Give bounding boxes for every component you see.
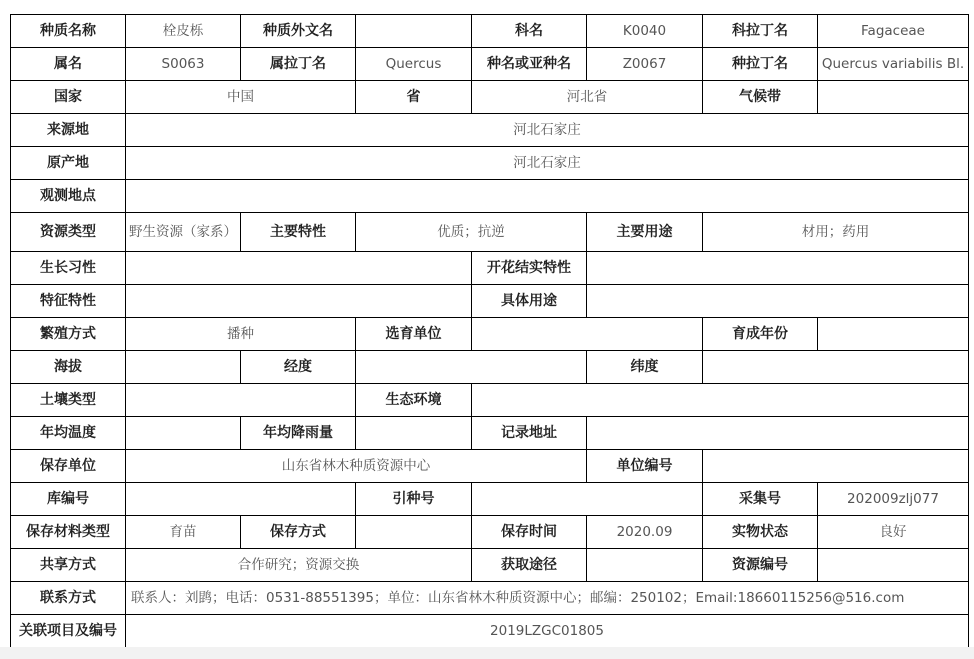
ecology-value [471, 383, 969, 417]
country-label: 国家 [10, 80, 126, 114]
breeding-unit-value [471, 317, 703, 351]
unit-code-label: 单位编号 [586, 449, 703, 483]
climate-zone-label: 气候带 [702, 80, 818, 114]
bank-number-value [125, 482, 356, 516]
avg-rainfall-label: 年均降雨量 [240, 416, 356, 450]
access-route-value [586, 548, 703, 582]
storage-unit-value: 山东省林木种质资源中心 [125, 449, 587, 483]
family-latin-value: Fagaceae [817, 14, 969, 48]
germplasm-name-label: 种质名称 [10, 14, 126, 48]
germplasm-info-table [10, 14, 968, 647]
characteristics-label: 特征特性 [10, 284, 126, 318]
physical-state-label: 实物状态 [702, 515, 818, 549]
genus-value: S0063 [125, 47, 241, 81]
genus-label: 属名 [10, 47, 126, 81]
observation-site-value [125, 179, 969, 213]
genus-latin-value: Quercus [355, 47, 472, 81]
main-traits-value: 优质；抗逆 [355, 212, 587, 252]
sharing-method-label: 共享方式 [10, 548, 126, 582]
storage-method-label: 保存方式 [240, 515, 356, 549]
breeding-year-label: 育成年份 [702, 317, 818, 351]
family-latin-label: 科拉丁名 [702, 14, 818, 48]
species-label: 种名或亚种名 [471, 47, 587, 81]
longitude-value [355, 350, 587, 384]
storage-method-value [355, 515, 472, 549]
family-label: 科名 [471, 14, 587, 48]
altitude-label: 海拔 [10, 350, 126, 384]
species-latin-value: Quercus variabilis Bl. [817, 47, 969, 81]
source-place-value: 河北石家庄 [125, 113, 969, 147]
avg-rainfall-value [355, 416, 472, 450]
source-place-label: 来源地 [10, 113, 126, 147]
province-label: 省 [355, 80, 472, 114]
main-use-value: 材用；药用 [702, 212, 969, 252]
avg-temp-label: 年均温度 [10, 416, 126, 450]
specific-use-label: 具体用途 [471, 284, 587, 318]
altitude-value [125, 350, 241, 384]
species-latin-label: 种拉丁名 [702, 47, 818, 81]
observation-site-label: 观测地点 [10, 179, 126, 213]
latitude-value [702, 350, 969, 384]
main-use-label: 主要用途 [586, 212, 703, 252]
flowering-fruiting-label: 开花结实特性 [471, 251, 587, 285]
province-value: 河北省 [471, 80, 703, 114]
related-project-value: 2019LZGC01805 [125, 614, 969, 648]
resource-number-label: 资源编号 [702, 548, 818, 582]
bank-number-label: 库编号 [10, 482, 126, 516]
growth-habit-value [125, 251, 472, 285]
introduction-number-label: 引种号 [355, 482, 472, 516]
record-address-value [586, 416, 969, 450]
collection-number-label: 采集号 [702, 482, 818, 516]
climate-zone-value [817, 80, 969, 114]
flowering-fruiting-value [586, 251, 969, 285]
genus-latin-label: 属拉丁名 [240, 47, 356, 81]
page-bottom-strip [0, 647, 974, 659]
foreign-name-label: 种质外文名 [240, 14, 356, 48]
soil-type-label: 土壤类型 [10, 383, 126, 417]
storage-time-value: 2020.09 [586, 515, 703, 549]
sharing-method-value: 合作研究；资源交换 [125, 548, 472, 582]
storage-unit-label: 保存单位 [10, 449, 126, 483]
country-value: 中国 [125, 80, 356, 114]
foreign-name-value [355, 14, 472, 48]
propagation-value: 播种 [125, 317, 356, 351]
species-value: Z0067 [586, 47, 703, 81]
record-address-label: 记录地址 [471, 416, 587, 450]
avg-temp-value [125, 416, 241, 450]
ecology-label: 生态环境 [355, 383, 472, 417]
resource-number-value [817, 548, 969, 582]
resource-type-value: 野生资源（家系） [125, 212, 241, 252]
family-value: K0040 [586, 14, 703, 48]
introduction-number-value [471, 482, 703, 516]
material-type-label: 保存材料类型 [10, 515, 126, 549]
soil-type-value [125, 383, 356, 417]
growth-habit-label: 生长习性 [10, 251, 126, 285]
related-project-label: 关联项目及编号 [10, 614, 126, 648]
contact-label: 联系方式 [10, 581, 126, 615]
storage-time-label: 保存时间 [471, 515, 587, 549]
latitude-label: 纬度 [586, 350, 703, 384]
specific-use-value [586, 284, 969, 318]
contact-value: 联系人：刘鹍；电话：0531-88551395；单位：山东省林木种质资源中心；邮编：250102；Email:18660115256@516.com [125, 581, 969, 615]
unit-code-value [702, 449, 969, 483]
material-type-value: 育苗 [125, 515, 241, 549]
collection-number-value: 202009zlj077 [817, 482, 969, 516]
resource-type-label: 资源类型 [10, 212, 126, 252]
breeding-year-value [817, 317, 969, 351]
propagation-label: 繁殖方式 [10, 317, 126, 351]
access-route-label: 获取途径 [471, 548, 587, 582]
longitude-label: 经度 [240, 350, 356, 384]
main-traits-label: 主要特性 [240, 212, 356, 252]
germplasm-name-value: 栓皮栎 [125, 14, 241, 48]
origin-label: 原产地 [10, 146, 126, 180]
breeding-unit-label: 选育单位 [355, 317, 472, 351]
origin-value: 河北石家庄 [125, 146, 969, 180]
physical-state-value: 良好 [817, 515, 969, 549]
characteristics-value [125, 284, 472, 318]
